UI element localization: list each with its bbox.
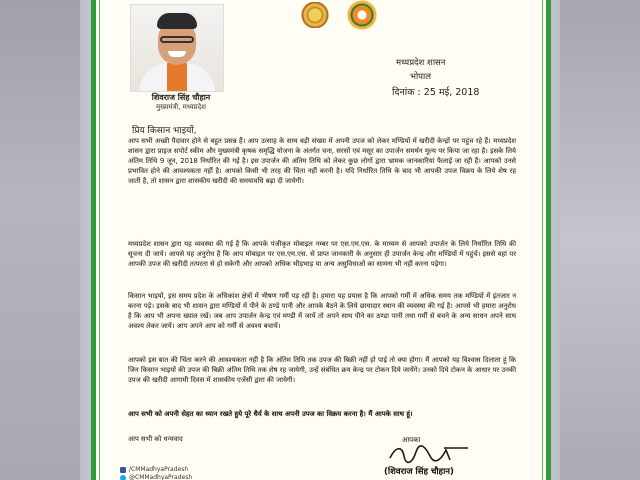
portrait-photo [130,4,224,92]
letter-date: दिनांक : 25 मई, 2018 [392,87,480,98]
state-emblem-icon [296,2,334,28]
twitter-icon [120,475,126,480]
paragraph-2: मध्यप्रदेश शासन द्वारा यह व्यवस्था की गई है कि आपके पंजीकृत मोबाइल नम्बर पर एस.एम.एस. के माध्यम से आपको उपार्जन के लिये निर्धारित तिथि की सूचना दी जाये। आपसे यह अनुरोध है कि आप मोबाइल पर एस.एम.एस. से प्राप्त जानकारी के अनुसार ही उपार्जन केन्द्र और मण्डियों में पहुंचें। इससे वहां पर आपकी उपज की खरीदी तत्परता से हो सकेगी और आपको अधिक भीड़भाड़ या अन्य असुविधाओं का सामना भी नहीं करना पड़ेगा। [128,240,516,268]
salutation: प्रिय किसान भाइयों, [132,126,197,136]
signature [386,442,472,466]
twitter-handle[interactable]: @CMMadhyaPradesh [120,474,192,480]
government-name: मध्यप्रदेश शासन [396,58,446,68]
closing-word: आपका [402,436,421,444]
background-blur-left [0,0,80,480]
background-blur-right [560,0,640,480]
government-logo-icon [346,0,378,30]
thanks-line: आप सभी को धन्यवाद [128,435,183,443]
paragraph-3: किसान भाइयों, इस समय प्रदेश के अधिकांश क्षेत्रों में भीषण गर्मी पड़ रही है। हमारा यह प्रयास है कि आपको गर्मी में अधिक समय तक मण्डियों में इंतजार न करना पड़े। इसके बाद भी शासन द्वारा मण्डियों में पीने के ठण्डे पानी और आपके बैठने के लिये छायादार स्थान की व्यवस्था की गई है। आपसे भी हमारा अनुरोध है कि आप भी अपना ख्याल रखें। जब आप उपार्जन केन्द्र एवं मण्डी में जायें तो अपने साथ पीने का ठण्डा पानी तथा गर्मी से बचने के अन्य साधन अपने साथ अवश्य लेकर जायें। आप अपने आप को गर्मी से अवश्य बचायें। [128,292,516,330]
sender-designation: मुख्यमंत्री, मध्यप्रदेश [156,103,206,111]
paragraph-5: आप सभी को अपनी सेहत का ध्यान रखते हुये पूरे धैर्य के साथ अपनी उपज का विक्रय करना है। मैं आपके साथ हूं। [128,410,413,418]
social-handles [120,466,192,480]
paragraph-1: आप सभी अच्छी पैदावार होने से बहुत प्रसन्न हैं। आप उत्साह के साथ बड़ी संख्या में अपनी उपज को लेकर मण्डियों में खरीदी केन्द्रों पर पहुंच रहे हैं। मध्यप्रदेश शासन द्वारा प्राइज सपोर्ट स्कीम और मुख्यमंत्री कृषक समृद्धि योजना के अंतर्गत चना, सरसों एवं मसूर का उपार्जन समर्थन मूल्य पर किया जा रहा है। इसके लिये अंतिम तिथि 9 जून, 2018 निर्धारित की गई है। इस उपार्जन की अंतिम तिथि को लेकर कुछ लोगों द्वारा भ्रामक जानकारियां फैलाई जा रही हैं। आपको उनसे प्रभावित होने की आवश्यकता नहीं है। आपको किसी भी तरह की चिंता नहीं करनी है। यदि निर्धारित तिथि के बाद भी आपकी उपज विक्रय के लिये शेष रह जाती है, तो शासन द्वारा शासकीय खरीदी की समयावधि बढ़ा दी जायेगी। [128,137,516,185]
sender-name: शिवराज सिंह चौहान [151,93,211,102]
signatory-name: (शिवराज सिंह चौहान) [384,467,454,477]
letter-page [91,0,551,480]
facebook-icon [120,467,126,473]
facebook-handle[interactable]: /CMMadhyaPradesh [120,466,192,474]
paragraph-4: आपको इस बात की चिंता करने की आवश्यकता नहीं है कि अंतिम तिथि तक उपज की बिक्री नहीं हो पाई तो क्या होगा। मैं आपको यह विश्वास दिलाता हूं कि जिन किसान भाइयों की उपज की बिक्री अंतिम तिथि तक शेष रह जायेगी, उन्हें संबंधित क्रय केन्द्र पर टोकन दिये जायेंगे। उनको दिये टोकन के आधार पर उनकी उपज की खरीदी आगामी दिवस में शासकीय एजेंसी द्वारा की जायेगी। [128,356,516,384]
city-name: भोपाल [410,72,431,82]
